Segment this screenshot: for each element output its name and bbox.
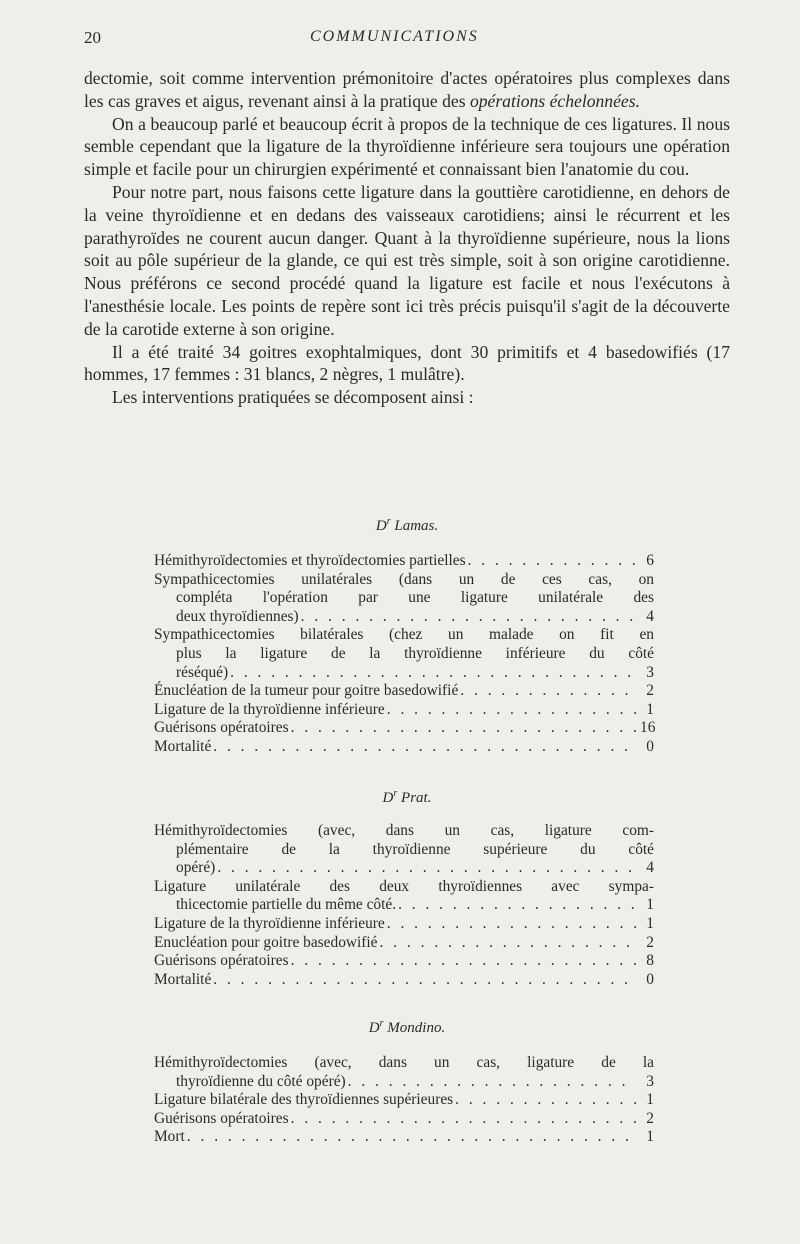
running-title: COMMUNICATIONS [310,28,479,45]
page-number: 20 [84,28,101,47]
list-item-line: Hémithyroïdectomies (avec, dans un cas, ligature com- [154,822,654,839]
section-heading-prat: $D^r$ Prat. [382,788,432,806]
list-item: thicectomie partielle du même côté. . . . 1 [154,896,654,915]
page-header [84,28,730,50]
paragraph-1: dectomie, soit comme intervention prémonitoire d'actes opératoires plus complexes dans les cas graves et aigus, revenant ainsi à la pratique des opérations échelonnées. [84,68,730,111]
italic-phrase: opérations échelonnées. [469,90,640,111]
section-heading-mondino: $D^r$ Mondino. [368,1018,446,1036]
results-list-lamas [154,552,654,757]
list-item: Hémithyroïdectomies et thyroïdectomies partielles . . . 6 [154,552,654,571]
list-item: Guérisons opératoires . . . 2 [154,1110,654,1129]
list-item: Mortalité . . . 0 [154,738,654,757]
paragraph-3: Pour notre part, nous faisons cette ligature dans la gouttière carotidienne, en dehors de la veine thyroïdienne et en dedans des vaisseaux carotidiens; ainsi le récurrent et les parathyroïdes ne courent aucun danger. Quant à la thyroïdienne supérieure, nous la lions soit au pôle supérieur de la glande, ce qui est très simple, soit à son origine carotidienne. Nous préférons ce second procédé quand la ligature est facile et nous l'exécutons à l'anesthésie locale. Les points de repère sont ici très précis puisqu'il s'agit de la découverte de la carotide externe à son origine. [84,181,730,339]
paragraph-4: Il a été traité 34 goitres exophtalmiques, dont 30 primitifs et 4 basedowifiés (17 hommes, 17 femmes : 31 blancs, 2 nègres, 1 mulâtre). [84,341,730,385]
list-item-line: Sympathicectomies unilatérales (dans un de ces cas, on [154,570,654,588]
list-item: Ligature bilatérale des thyroïdiennes supérieures . . . 1 [154,1091,654,1110]
body-text [84,67,730,409]
section-heading-lamas: $D^r$ Lamas. [375,516,439,534]
paragraph-2: On a beaucoup parlé et beaucoup écrit à propos de la technique de ces ligatures. Il nous semble cependant que la ligature de la thyroïdienne inférieure sera toujours une opération simple et facile pour un chirurgien expérimenté et connaissant bien l'anatomie du cou. [84,113,730,180]
list-item: Énucléation de la tumeur pour goitre basedowifié . . . 2 [154,682,654,701]
list-item: deux thyroïdiennes) . . . 4 [154,608,654,627]
list-item-line: Hémithyroïdectomies (avec, dans un cas, ligature de la [154,1054,654,1071]
list-item: réséqué) . . . 3 [154,664,654,683]
list-item: Ligature de la thyroïdienne inférieure . . . 1 [154,701,654,720]
list-item: Mort . . . 1 [154,1128,654,1147]
list-item: Enucléation pour goitre basedowifié . . . 2 [154,934,654,953]
list-item: Mortalité . . . 0 [154,971,654,990]
list-item: thyroïdienne du côté opéré) . . . 3 [154,1073,654,1092]
list-item: Guérisons opératoires . . . 16 [154,719,654,738]
list-item-line: Sympathicectomies bilatérales (chez un malade on fit en [154,626,654,644]
list-item: Ligature de la thyroïdienne inférieure . . . 1 [154,915,654,934]
results-list-mondino [154,1054,654,1147]
list-item-line: compléta l'opération par une ligature unilatérale des [176,589,654,607]
list-item: opéré) . . . 4 [154,859,654,878]
paragraph-5: Les interventions pratiquées se décomposent ainsi : [112,387,474,408]
list-item-line: plémentaire de la thyroïdienne supérieure du côté [176,840,654,858]
list-item: Guérisons opératoires . . . 8 [154,952,654,971]
results-list-prat [154,822,654,989]
list-item-line: plus la ligature de la thyroïdienne inférieure du côté [176,644,654,662]
list-item-line: Ligature unilatérale des deux thyroïdiennes avec sympa- [154,877,654,895]
